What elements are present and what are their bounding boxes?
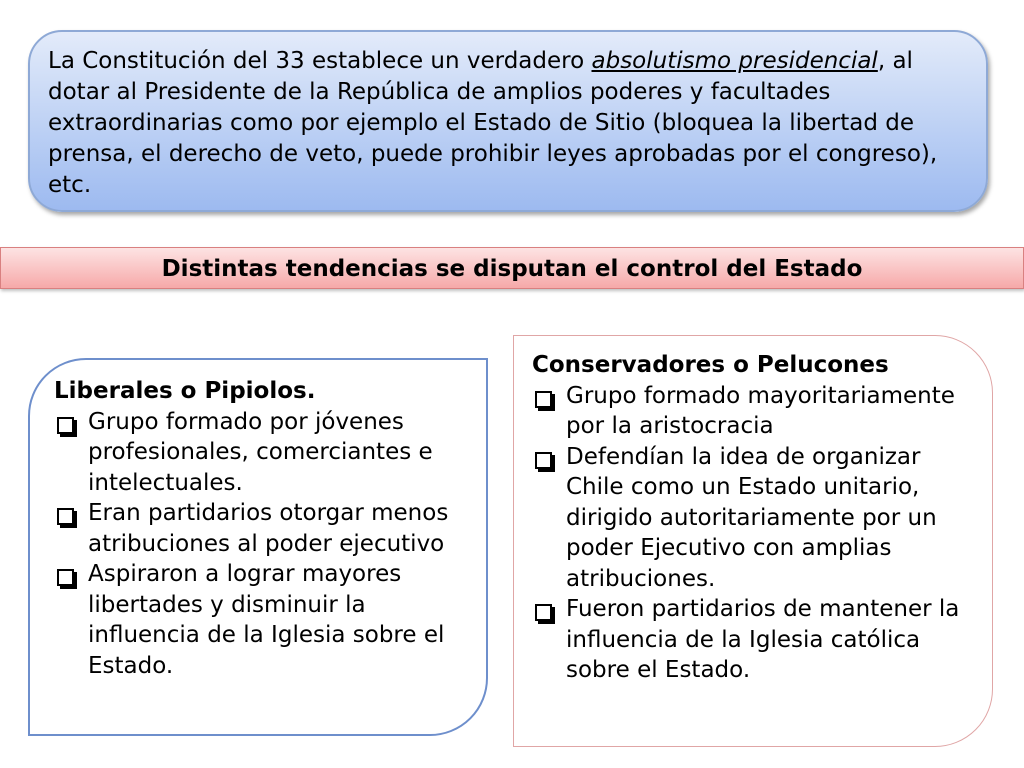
liberales-title: Liberales o Pipiolos. <box>54 378 316 404</box>
list-item <box>54 559 476 681</box>
section-banner <box>0 247 1024 289</box>
liberales-list <box>54 407 476 682</box>
list-item <box>532 594 982 686</box>
checkbox-bullet-icon <box>57 508 74 525</box>
list-item <box>54 498 476 559</box>
checkbox-bullet-icon <box>57 569 74 586</box>
checkbox-bullet-icon <box>535 452 552 469</box>
liberales-box <box>28 358 488 736</box>
list-item-text: Defendían la idea de organizar Chile como un Estado unitario, dirigido autoritariamente por un poder Ejecutivo con amplias atribuciones. <box>566 443 937 592</box>
checkbox-bullet-icon <box>57 417 74 434</box>
list-item-text: Aspiraron a lograr mayores libertades y disminuir la influencia de la Iglesia sobre el Estado. <box>88 561 445 679</box>
conservadores-list <box>532 381 982 686</box>
intro-text-after: , al dotar al Presidente de la República de amplios poderes y facultades extraordinarias como por ejemplo el Estado de Sitio (bloquea la libertad de prensa, el derecho de veto, puede prohibir leyes aprobadas por el congreso), etc. <box>48 48 938 198</box>
conservadores-box <box>513 335 993 747</box>
list-item-text: Grupo formado mayoritariamente por la aristocracia <box>566 382 955 439</box>
list-item-text: Fueron partidarios de mantener la influencia de la Iglesia católica sobre el Estado. <box>566 596 960 683</box>
checkbox-bullet-icon <box>535 604 552 621</box>
list-item <box>532 381 982 442</box>
intro-emphasis: absolutismo presidencial <box>591 48 878 74</box>
list-item <box>532 442 982 595</box>
checkbox-bullet-icon <box>535 391 552 408</box>
list-item <box>54 407 476 499</box>
list-item-text: Eran partidarios otorgar menos atribuciones al poder ejecutivo <box>88 500 449 557</box>
intro-text-before: La Constitución del 33 establece un verdadero <box>48 48 592 74</box>
banner-title: Distintas tendencias se disputan el control del Estado <box>161 256 863 282</box>
intro-text-box <box>28 30 988 212</box>
conservadores-title: Conservadores o Pelucones <box>532 352 889 378</box>
list-item-text: Grupo formado por jóvenes profesionales, comerciantes e intelectuales. <box>88 408 433 496</box>
